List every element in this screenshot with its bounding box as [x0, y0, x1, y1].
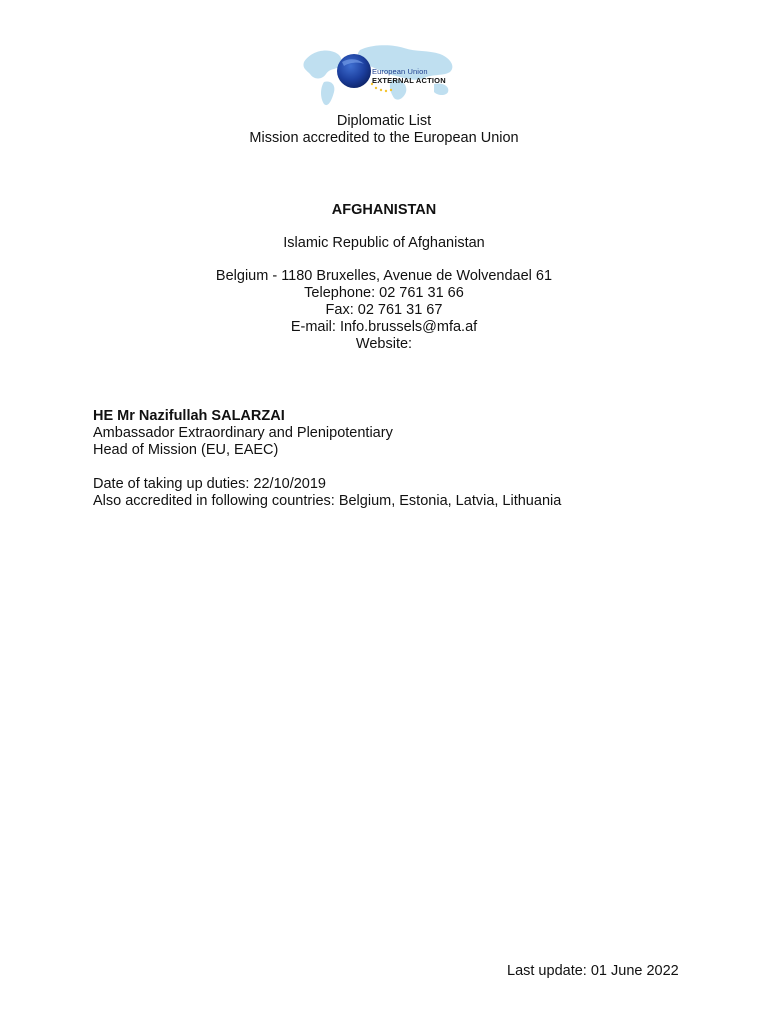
contact-email: E-mail: Info.brussels@mfa.af — [290, 319, 478, 335]
also-accredited: Also accredited in following countries: Belgium, Estonia, Latvia, Lithuania — [93, 493, 562, 509]
contact-telephone: Telephone: 02 761 31 66 — [304, 285, 464, 301]
ambassador-title: Ambassador Extraordinary and Plenipotentiary — [93, 425, 393, 441]
contact-block — [0, 268, 768, 353]
document-subtitle: Mission accredited to the European Union — [249, 130, 519, 146]
eu-external-action-logo — [300, 40, 470, 112]
document-title: Diplomatic List — [336, 113, 432, 129]
logo-text-external-action: EXTERNAL ACTION — [372, 76, 446, 85]
head-of-mission-block — [93, 408, 561, 510]
document-header — [0, 113, 768, 147]
country-official-name: Islamic Republic of Afghanistan — [283, 235, 485, 251]
last-update: Last update: 01 June 2022 — [507, 963, 679, 979]
logo-text-eu: European Union — [372, 67, 428, 76]
ambassador-role: Head of Mission (EU, EAEC) — [93, 442, 279, 458]
spacer — [93, 459, 561, 476]
contact-fax: Fax: 02 761 31 67 — [325, 302, 443, 318]
contact-address: Belgium - 1180 Bruxelles, Avenue de Wolvendael 61 — [215, 268, 553, 284]
date-taking-up-duties: Date of taking up duties: 22/10/2019 — [93, 476, 326, 492]
ambassador-name: HE Mr Nazifullah SALARZAI — [93, 408, 285, 424]
country-name: AFGHANISTAN — [331, 202, 437, 218]
contact-website: Website: — [355, 336, 413, 352]
